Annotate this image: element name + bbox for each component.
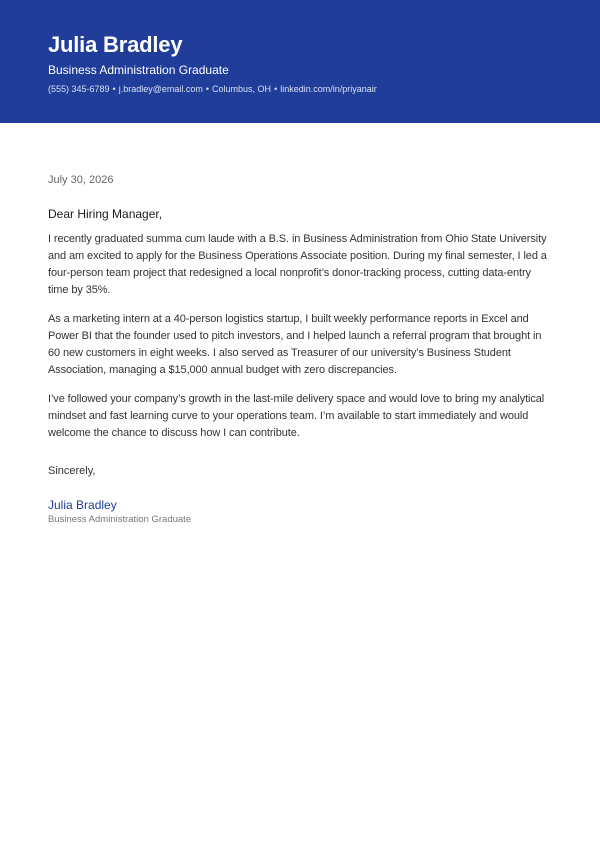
contact-separator: • [205, 84, 210, 94]
applicant-title: Business Administration Graduate [48, 63, 229, 77]
contact-email: j.bradley@email.com [118, 84, 203, 94]
contact-phone: (555) 345-6789 [48, 84, 110, 94]
signature-title: Business Administration Graduate [48, 514, 192, 525]
contact-linkedin: linkedin.com/in/priyanair [280, 84, 377, 94]
signature-name: Julia Bradley [48, 498, 117, 512]
contact-location: Columbus, OH [212, 84, 272, 94]
applicant-name: Julia Bradley [48, 32, 183, 57]
letter-date: July 30, 2026 [48, 174, 114, 186]
contact-separator: • [274, 84, 278, 94]
letter-closing: Sincerely, [48, 465, 96, 477]
letter-greeting: Dear Hiring Manager, [48, 207, 163, 221]
letter-paragraph: As a marketing intern at a 40-person logistics startup, I built weekly performance reports in Excel and Power BI that the founder used to pitch investors, and I helped launch a referral program that brought in 60 new customers in eight weeks. I also served as Treasurer of our university’s Business Student Association, managing a $15,000 annual budget with zero discrepancies. [48, 313, 542, 376]
letter-body [0, 173, 600, 526]
letter-paragraph: I’ve followed your company’s growth in the last-mile delivery space and would love to bring my analytical mindset and fast learning curve to your operations team. I’m available to start immediately and would welcome the chance to discuss how I can contribute. [48, 393, 545, 439]
contact-line [48, 83, 552, 95]
contact-separator: • [112, 84, 116, 94]
letter-paragraph: I recently graduated summa cum laude with a B.S. in Business Administration from Ohio State University and am excited to apply for the Business Operations Associate position. During my final semester, I led a four-person team project that redesigned a local nonprofit’s donor-tracking process, cutting data-entry time by 35%. [48, 233, 547, 296]
letter-header [0, 0, 600, 123]
